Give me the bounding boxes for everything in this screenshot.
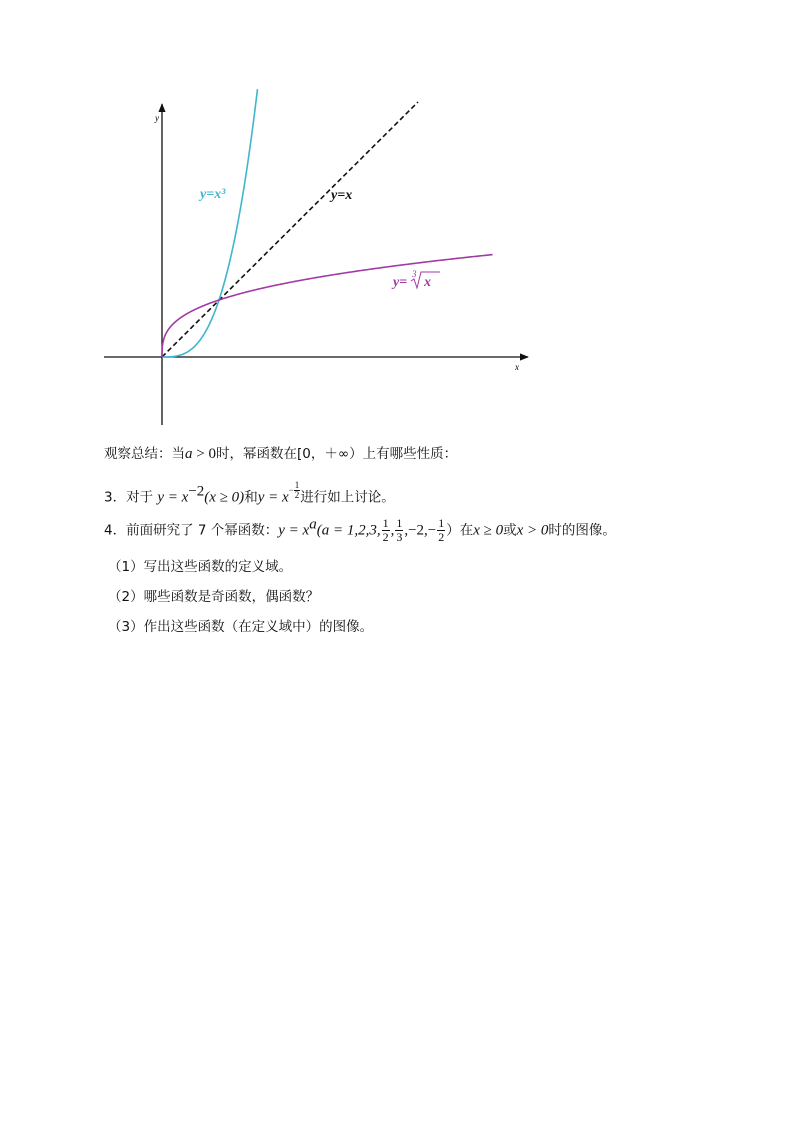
fraction: $\frac{1}{2}$ xyxy=(382,516,389,544)
cuberoot-curve-label xyxy=(391,269,440,290)
item-4: 4．前面研究了 7 个幂函数：$y = x^a(a = 1,2,3$, $\frac{1}{2}$ , $\frac{1}{3}$ ,−2,− $\frac{1}{2}$ ）在x ≥ 0或x > 0时的图像。 xyxy=(104,516,616,544)
sub-question-2: （2）哪些函数是奇函数，偶函数？ xyxy=(108,589,320,605)
identity-line xyxy=(162,102,418,357)
item-3: 3．对于 $y = x^{-2}(x \ge 0)$和y = x− $\frac{1}{2}$ 进行如上讨论。 xyxy=(104,480,395,506)
svg-text:y=: y= xyxy=(393,275,408,290)
cube-curve xyxy=(162,89,257,357)
fraction: $\frac{1}{3}$ xyxy=(396,516,403,544)
observation-summary: 观察总结：当a > 0时，幂函数在[0，＋∞）上有哪些性质： xyxy=(104,446,458,462)
sub-question-1: （1）写出这些函数的定义域。 xyxy=(108,559,293,575)
y-axis-label: y xyxy=(155,113,159,123)
power-function-graph xyxy=(0,0,794,440)
fraction: $\frac{1}{2}$ xyxy=(438,516,445,544)
exponent-fraction: − $\frac{1}{2}$ xyxy=(288,480,300,500)
cuberoot-curve xyxy=(162,255,493,357)
sub-question-3: （3）作出这些函数（在定义域中）的图像。 xyxy=(108,619,374,635)
cube-curve-label: y=x³ xyxy=(200,187,226,202)
x-axis-label: x xyxy=(515,362,519,372)
svg-text:3: 3 xyxy=(412,269,417,279)
svg-text:x: x xyxy=(424,275,431,290)
identity-line-label: y=x xyxy=(331,188,353,203)
